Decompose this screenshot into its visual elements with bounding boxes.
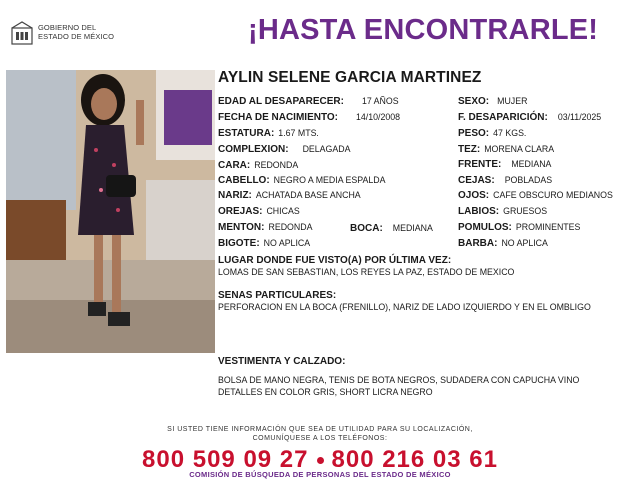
field-label: NARIZ: <box>218 190 252 201</box>
field-label: BOCA: <box>350 223 383 234</box>
logo-line-1: GOBIERNO DEL <box>38 23 97 32</box>
field-value: POBLADAS <box>504 175 553 185</box>
field-label: OREJAS: <box>218 206 263 217</box>
field-labios <box>458 205 547 218</box>
field-label: BARBA: <box>458 238 498 249</box>
phone-number-2[interactable]: 800 216 03 61 <box>331 446 498 473</box>
field-pomulos <box>458 221 580 234</box>
headline: ¡HASTA ENCONTRARLE! <box>248 14 599 46</box>
field-label: CARA: <box>218 160 251 171</box>
field-value: ACHATADA BASE ANCHA <box>255 190 361 200</box>
field-value: 14/10/2008 <box>356 112 401 122</box>
field-ojos <box>458 189 613 202</box>
field-cabello <box>218 174 385 187</box>
field-frente <box>458 158 551 171</box>
field-tez <box>458 143 554 156</box>
field-value: REDONDA <box>254 160 299 170</box>
commission-name: COMISIÓN DE BÚSQUEDA DE PERSONAS DEL ESTADO DE MÉXICO <box>189 470 451 479</box>
field-value: 47 KGS. <box>493 128 527 138</box>
field-value: MEDIANA <box>511 159 552 169</box>
field-fecha-nacimiento <box>218 111 400 124</box>
field-value: REDONDA <box>268 222 313 232</box>
field-value: 1.67 MTS. <box>278 128 319 138</box>
field-value: NEGRO A MEDIA ESPALDA <box>273 175 386 185</box>
field-complexion <box>218 143 350 156</box>
field-label: FECHA DE NACIMIENTO: <box>218 112 338 123</box>
field-label: FRENTE: <box>458 159 502 170</box>
particular-signs-title: SENAS PARTICULARES: <box>218 290 337 301</box>
field-value: MEDIANA <box>392 223 433 233</box>
field-label: CABELLO: <box>218 175 270 186</box>
state-emblem-icon <box>10 20 34 46</box>
government-logo <box>10 20 120 46</box>
field-edad <box>218 95 399 108</box>
field-barba <box>458 237 548 250</box>
field-cara <box>218 159 298 172</box>
field-nariz <box>218 189 361 202</box>
field-value: CAFE OBSCURO MEDIANOS <box>493 190 613 200</box>
field-value: NO APLICA <box>263 238 311 248</box>
particular-signs-text: PERFORACION EN LA BOCA (FRENILLO), NARIZ DE LADO IZQUIERDO Y EN EL OMBLIGO <box>218 302 591 312</box>
field-f-desaparicion <box>458 111 601 124</box>
field-value: MORENA CLARA <box>484 144 555 154</box>
field-label: POMULOS: <box>458 222 512 233</box>
field-bigote <box>218 237 310 250</box>
last-seen-text: LOMAS DE SAN SEBASTIAN, LOS REYES LA PAZ, ESTADO DE MEXICO <box>218 267 515 277</box>
field-label: TEZ: <box>458 144 481 155</box>
field-value: 03/11/2025 <box>557 112 602 122</box>
field-label: F. DESAPARICIÓN: <box>458 112 548 123</box>
photo-illustration <box>6 70 215 353</box>
field-label: MENTON: <box>218 222 265 233</box>
field-label: LABIOS: <box>458 206 500 217</box>
field-label: ESTATURA: <box>218 128 275 139</box>
field-menton <box>218 221 312 234</box>
missing-person-photo <box>6 70 215 353</box>
separator-dot <box>317 457 324 464</box>
clothing-text-line-1: BOLSA DE MANO NEGRA, TENIS DE BOTA NEGROS, SUDADERA CON CAPUCHA VINO <box>218 375 580 385</box>
field-value: CHICAS <box>266 206 300 216</box>
last-seen-title: LUGAR DONDE FUE VISTO(A) POR ÚLTIMA VEZ: <box>218 255 452 266</box>
clothing-title: VESTIMENTA Y CALZADO: <box>218 356 346 367</box>
field-value: GRUESOS <box>503 206 548 216</box>
field-label: CEJAS: <box>458 175 495 186</box>
field-cejas <box>458 174 552 187</box>
field-sexo <box>458 95 527 108</box>
field-label: EDAD AL DESAPARECER: <box>218 96 344 107</box>
logo-line-2: ESTADO DE MÉXICO <box>38 31 115 41</box>
field-label: PESO: <box>458 128 490 139</box>
field-label: SEXO: <box>458 96 490 107</box>
field-value: PROMINENTES <box>515 222 581 232</box>
info-line-2: COMUNÍQUESE A LOS TELÉFONOS: <box>252 435 388 442</box>
field-peso <box>458 127 526 140</box>
field-value: DELAGADA <box>302 144 351 154</box>
field-label: COMPLEXION: <box>218 144 289 155</box>
field-label: OJOS: <box>458 190 490 201</box>
clothing-text-line-2: DETALLES EN COLOR GRIS, SHORT LICRA NEGRO <box>218 387 433 397</box>
phone-number-1[interactable]: 800 509 09 27 <box>142 446 309 473</box>
info-line-1: SI USTED TIENE INFORMACIÓN QUE SEA DE UTILIDAD PARA SU LOCALIZACIÓN, <box>167 426 473 433</box>
field-value: NO APLICA <box>501 238 548 248</box>
person-name: AYLIN SELENE GARCIA MARTINEZ <box>218 69 482 86</box>
field-estatura <box>218 127 319 140</box>
field-value: 17 AÑOS <box>361 96 399 106</box>
field-value: MUJER <box>497 96 528 106</box>
field-boca <box>350 222 433 235</box>
field-label: BIGOTE: <box>218 238 260 249</box>
field-orejas <box>218 205 300 218</box>
government-logo-text <box>38 24 114 41</box>
